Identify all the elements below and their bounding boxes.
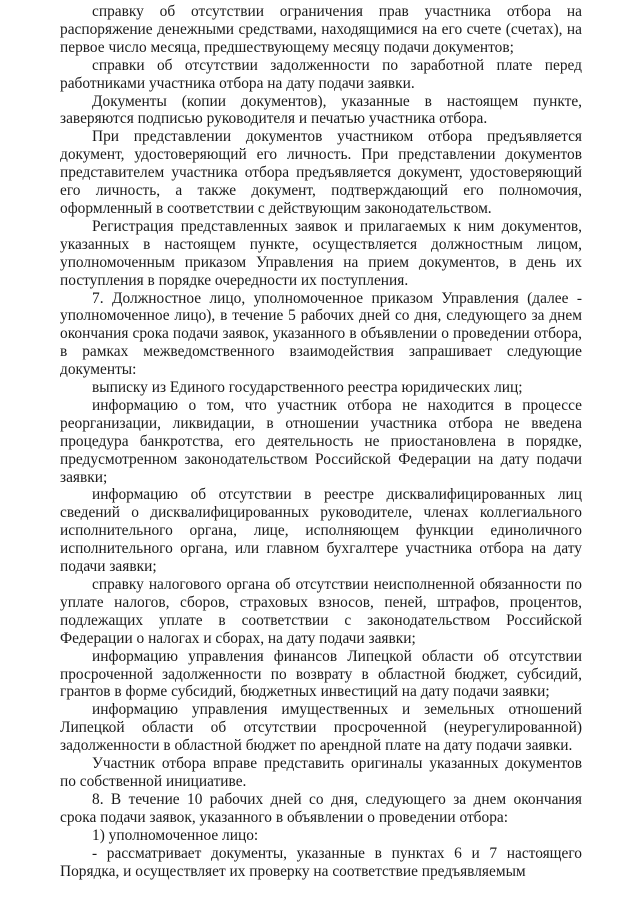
paragraph-egrul-extract: выписку из Единого государственного реестра юридических лиц; (92, 379, 523, 397)
paragraph-tax-certificate: справку налогового органа об отсутствии неисполненной обязанности по уплате налогов, сборов, страховых взносов, пеней, штрафов, процентов, подлежащих уплате в соответствии с законодательством Российской Федерации о налогах и сборах, на дату подачи заявки; (60, 576, 582, 647)
paragraph-finance-department-info: информацию управления финансов Липецкой области об отсутствии просроченной задолженности по возврату в областной бюджет, субсидий, грантов в форме субсидий, бюджетных инвестиций на дату подачи заявки; (60, 647, 582, 701)
paragraph-identity-documents: При представлении документов участником отбора предъявляется документ, удостоверяющий его личность. При представлении документов представителем участника отбора предъявляется документ, удостоверяющий его личность, а также документ, подтверждающий его полномочия, оформленный в соответствии с действующим законодательством. (60, 128, 582, 217)
document-body (60, 3, 582, 880)
paragraph-disqualified-persons-info: информацию об отсутствии в реестре дисквалифицированных лиц сведений о дисквалифицированных руководителе, членах коллегиального исполнительного органа, лице, исполняющем функции единоличного исполнительного органа, или главном бухгалтере участника отбора на дату подачи заявки; (60, 486, 582, 576)
paragraph-originals-by-initiative: Участник отбора вправе представить оригиналы указанных документов по собственной инициативе. (60, 755, 582, 790)
paragraph-salary-debt-certificates: справки об отсутствии задолженности по заработной плате перед работниками участника отбора на дату подачи заявки. (60, 56, 582, 92)
paragraph-item-8-review-documents: - рассматривает документы, указанные в пунктах 6 и 7 настоящего Порядка, и осуществляет их проверку на соответствие предъявляемым (60, 844, 582, 880)
paragraph-item-8-subitem-1: 1) уполномоченное лицо: (92, 826, 259, 844)
paragraph-item-8: 8. В течение 10 рабочих дней со дня, следующего за днем окончания срока подачи заявок, указанного в объявлении о проведении отбора: (60, 790, 582, 826)
paragraph-registration-of-applications: Регистрация представленных заявок и прилагаемых к ним документов, указанных в настоящем пункте, осуществляется должностным лицом, уполномоченным приказом Управления на прием документов, в день их поступления в порядке очередности их поступления. (60, 217, 582, 289)
paragraph-account-restriction-certificate: справку об отсутствии ограничения прав участника отбора на распоряжение денежными средствами, находящимися на его счете (счетах), на первое число месяца, предшествующему месяцу подачи документов; (60, 3, 582, 56)
paragraph-property-department-info: информацию управления имущественных и земельных отношений Липецкой области об отсутствии просроченной (неурегулированной) задолженности в областной бюджет по арендной плате на дату подачи заявки. (60, 701, 582, 755)
paragraph-item-7: 7. Должностное лицо, уполномоченное приказом Управления (далее - уполномоченное лицо), в течение 5 рабочих дней со дня, следующего за днем окончания срока подачи заявок, указанного в объявлении о проведении отбора, в рамках межведомственного взаимодействия запрашивает следующие документы: (60, 289, 582, 379)
paragraph-reorganization-info: информацию о том, что участник отбора не находится в процессе реорганизации, ликвидации, в отношении участника отбора не введена процедура банкротства, его деятельность не приостановлена в порядке, предусмотренном законодательством Российской Федерации на дату подачи заявки; (60, 396, 582, 486)
paragraph-documents-certification: Документы (копии документов), указанные в настоящем пункте, заверяются подписью руководителя и печатью участника отбора. (60, 92, 582, 128)
